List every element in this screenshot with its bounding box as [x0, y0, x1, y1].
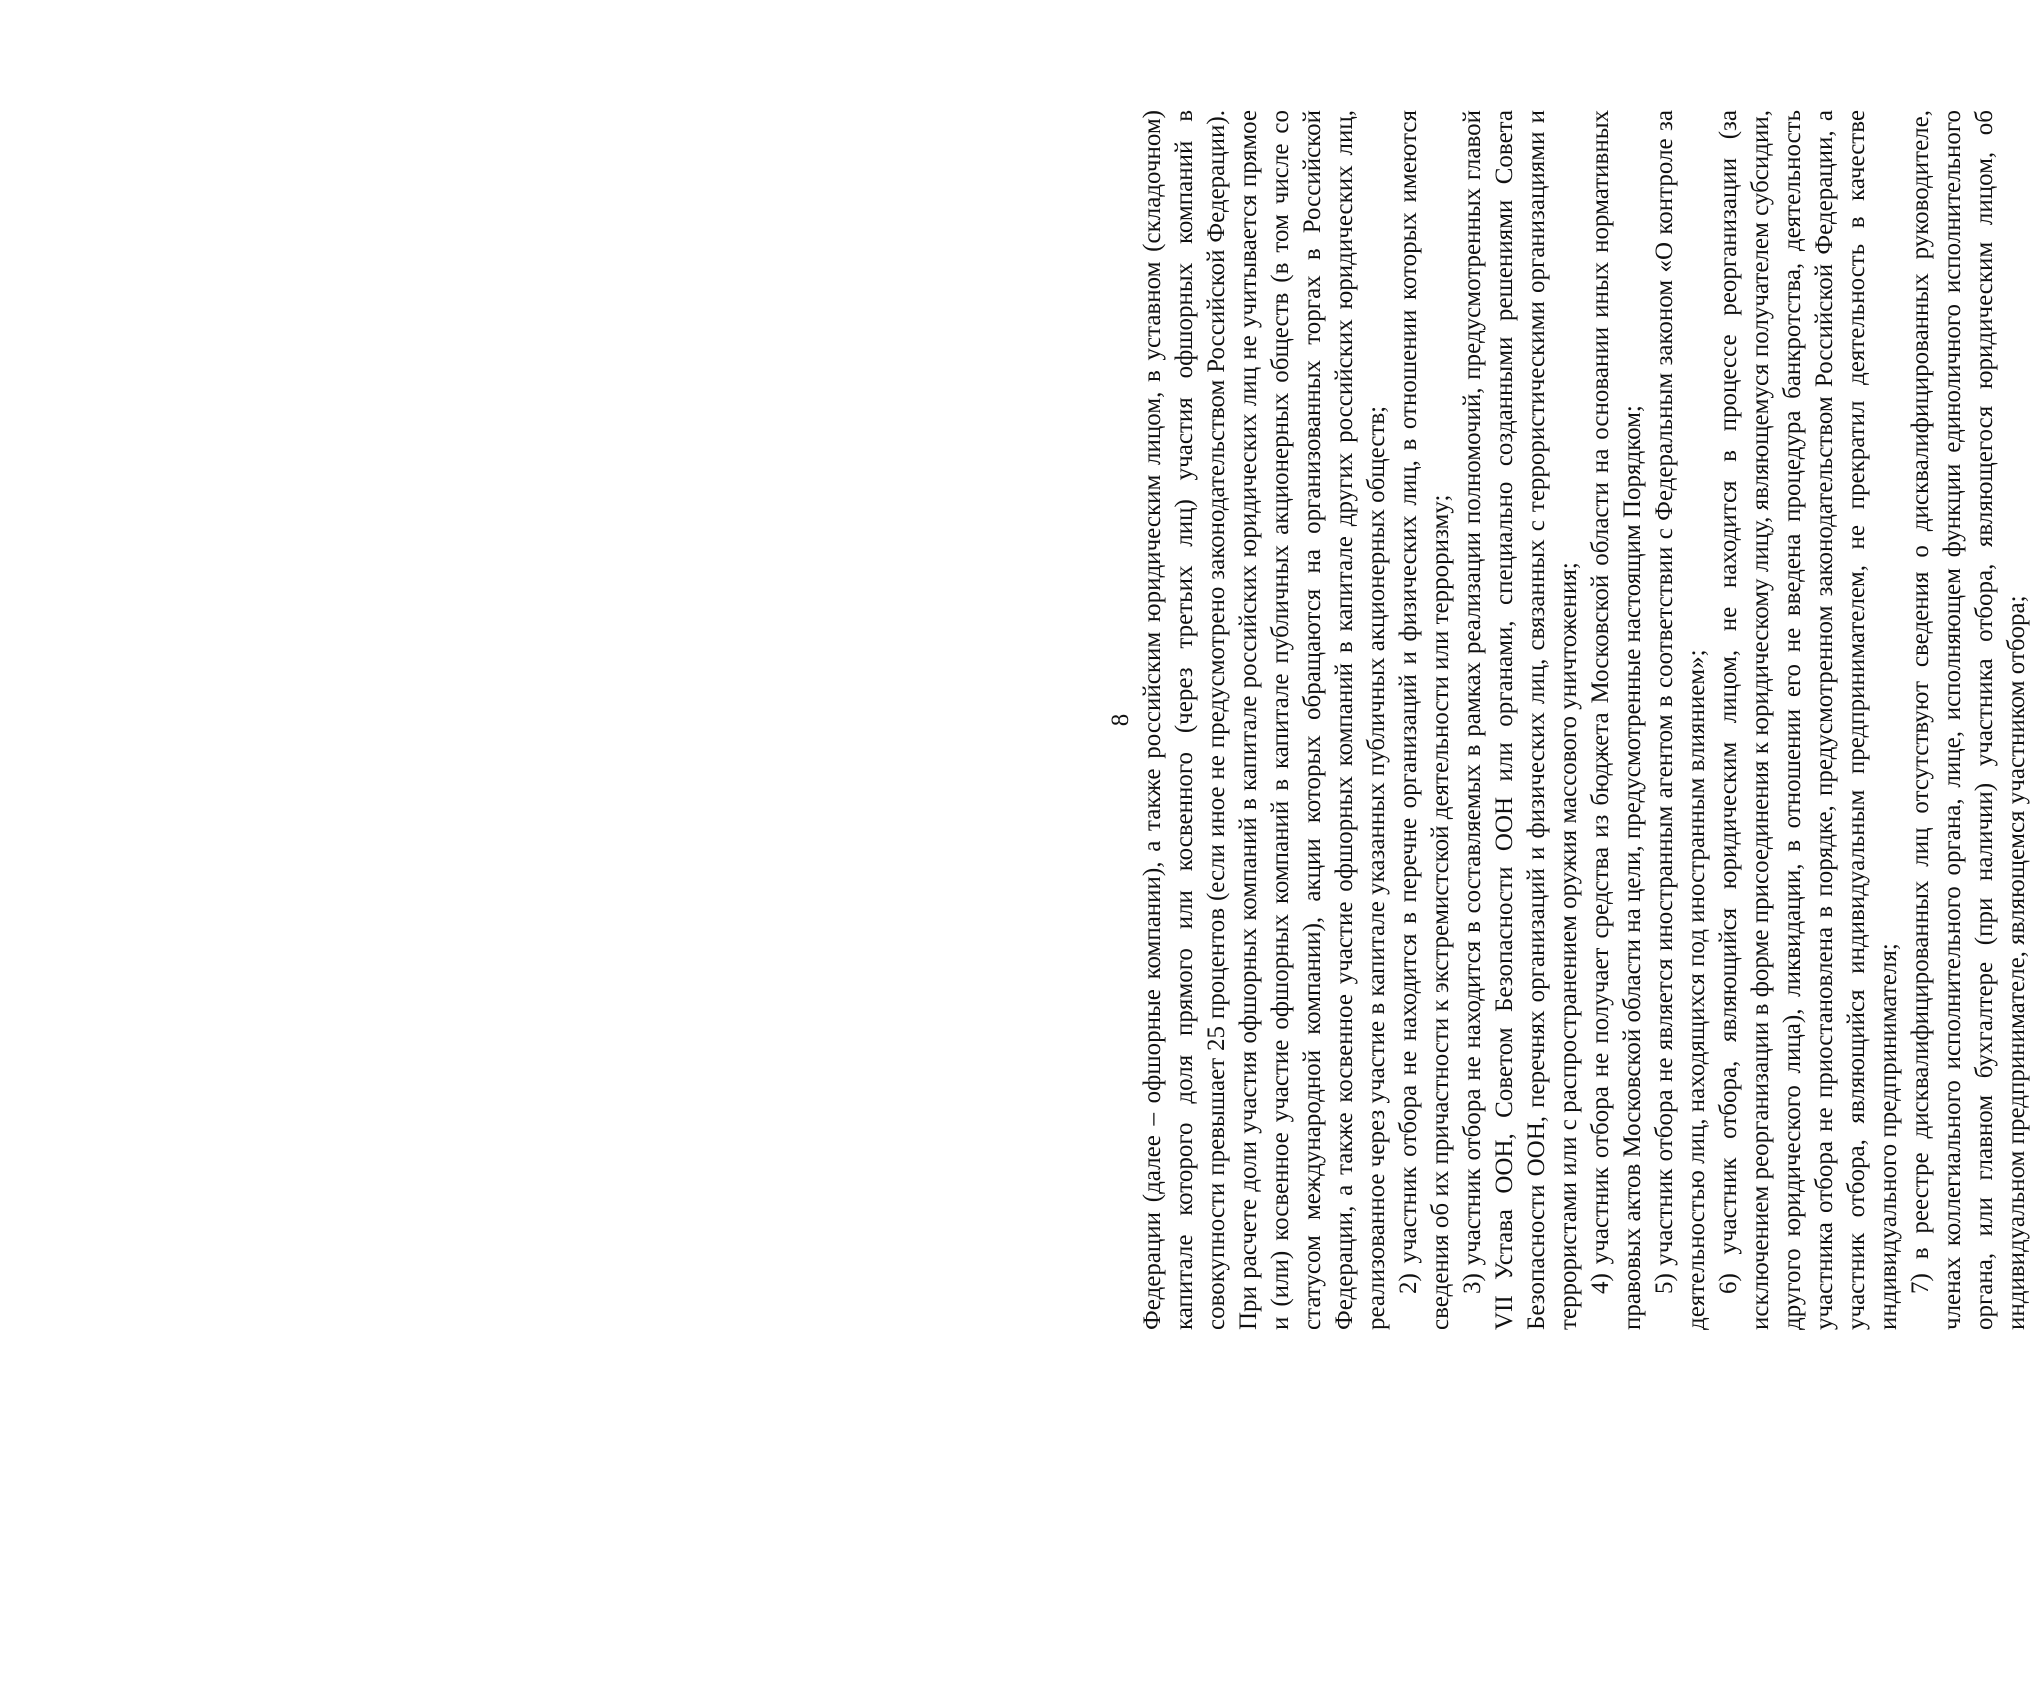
paragraph-offshore-continuation: Федерации (далее – офшорные компании), а также российским юридическим лицом, в уставном (складочном) капитале которого доля прямого или косвенного (через третьих лиц) участия офшорных компаний в совокупности превышает 25 процентов (если иное не предусмотрено законодательством Российской Федерации). При расчете доли участия офшорных компаний в капитале российских юридических лиц не учитывается прямое и (или) косвенное участие офшорных компаний в капитале публичных акционерных обществ (в том числе со статусом международной компании), акции которых обращаются на организованных торгах в Российской Федерации, а также косвенное участие офшорных компаний в капитале других российских юридических лиц, реализованное через участие в капитале указанных публичных акционерных обществ; [1139, 110, 1390, 1330]
rotated-text-area [1105, 110, 2033, 1330]
paragraph-item-4: 4) участник отбора не получает средства из бюджета Московской области на основании иных нормативных правовых актов Московской области на цели, предусмотренные настоящим Порядком; [1587, 110, 1646, 1330]
paragraph-item-5: 5) участник отбора не является иностранным агентом в соответствии с Федеральным законом «О контроле за деятельностью лиц, находящихся под иностранным влиянием»; [1651, 110, 1710, 1330]
paragraph-item-7: 7) в реестре дисквалифицированных лиц отсутствуют сведения о дисквалифицированных руководителе, членах коллегиального исполнительного органа, лице, исполняющем функции единоличного исполнительного органа, или главном бухгалтере (при наличии) участника отбора, являющегося юридическим лицом, об индивидуальном предпринимателе, являющемся участником отбора; [1907, 110, 2030, 1330]
paragraph-item-2: 2) участник отбора не находится в перечне организаций и физических лиц, в отношении которых имеются сведения об их причастности к экстремистской деятельности или терроризму; [1395, 110, 1454, 1330]
page-number: 8 [1107, 713, 1134, 727]
paragraph-item-6: 6) участник отбора, являющийся юридическим лицом, не находится в процессе реорганизации (за исключением реорганизации в форме присоединения к юридическому лицу, являющемуся получателем субсидии, другого юридического лица), ликвидации, в отношении его не введена процедура банкротства, деятельность участника отбора не приостановлена в порядке, предусмотренном законодательством Российской Федерации, а участник отбора, являющийся индивидуальным предпринимателем, не прекратил деятельность в качестве индивидуального предпринимателя; [1715, 110, 1902, 1330]
body-text [1137, 110, 2033, 1330]
paragraph-item-3: 3) участник отбора не находится в составляемых в рамках реализации полномочий, предусмотренных главой VII Устава ООН, Советом Безопасности ООН или органами, специально созданными решениями Совета Безопасности ООН, перечнях организаций и физических лиц, связанных с террористическими организациями и террористами или с распространением оружия массового уничтожения; [1459, 110, 1582, 1330]
